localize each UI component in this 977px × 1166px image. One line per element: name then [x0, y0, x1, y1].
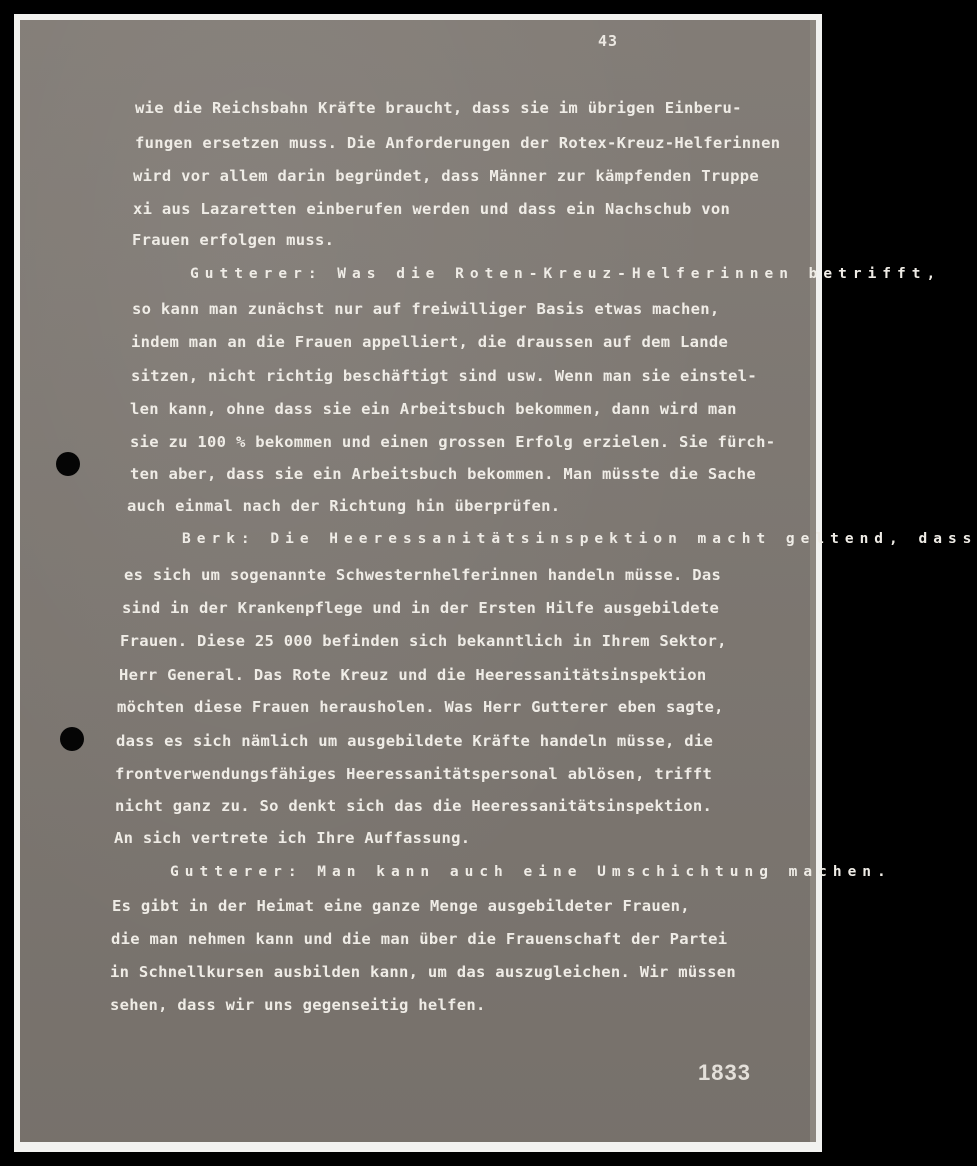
- page-number: 43: [598, 32, 619, 50]
- text-line: fungen ersetzen muss. Die Anforderungen der Rotex-Kreuz-Helferinnen: [135, 134, 781, 152]
- speaker-paragraph-line: Gutterer: Was die Roten-Kreuz-Helferinnen betrifft,: [190, 266, 942, 282]
- text-line: wird vor allem darin begründet, dass Männer zur kämpfenden Truppe: [133, 167, 760, 185]
- text-line: Frauen erfolgen muss.: [132, 231, 335, 249]
- text-line: auch einmal nach der Richtung hin überprüfen.: [127, 497, 561, 515]
- text-line: wie die Reichsbahn Kräfte braucht, dass sie im übrigen Einberu-: [135, 99, 742, 117]
- speaker-paragraph-line: Berk: Die Heeressanitätsinspektion macht geltend, dass: [182, 531, 977, 547]
- text-line: len kann, ohne dass sie ein Arbeitsbuch bekommen, dann wird man: [130, 400, 737, 418]
- punch-hole-upper: [56, 452, 80, 476]
- text-line: sie zu 100 % bekommen und einen grossen Erfolg erzielen. Sie fürch-: [130, 433, 776, 451]
- speaker-paragraph-line: Gutterer: Man kann auch eine Umschichtung machen.: [170, 864, 892, 880]
- text-line: xi aus Lazaretten einberufen werden und dass ein Nachschub von: [133, 200, 731, 218]
- text-line: nicht ganz zu. So denkt sich das die Heeressanitätsinspektion.: [115, 797, 713, 815]
- text-line: sehen, dass wir uns gegenseitig helfen.: [110, 996, 486, 1014]
- text-line: die man nehmen kann und die man über die Frauenschaft der Partei: [111, 930, 728, 948]
- text-line: An sich vertrete ich Ihre Auffassung.: [114, 829, 471, 847]
- text-line: sind in der Krankenpflege und in der Ersten Hilfe ausgebildete: [122, 599, 720, 617]
- text-line: so kann man zunächst nur auf freiwilliger Basis etwas machen,: [132, 300, 720, 318]
- text-line: in Schnellkursen ausbilden kann, um das auszugleichen. Wir müssen: [110, 963, 737, 981]
- page-edge: [810, 20, 816, 1142]
- text-line: sitzen, nicht richtig beschäftigt sind usw. Wenn man sie einstel-: [131, 367, 758, 385]
- text-line: es sich um sogenannte Schwesternhelferinnen handeln müsse. Das: [124, 566, 722, 584]
- text-line: Herr General. Das Rote Kreuz und die Heeressanitätsinspektion: [119, 666, 707, 684]
- text-line: dass es sich nämlich um ausgebildete Kräfte handeln müsse, die: [116, 732, 714, 750]
- text-line: ten aber, dass sie ein Arbeitsbuch bekommen. Man müsste die Sache: [130, 465, 757, 483]
- text-line: indem man an die Frauen appelliert, die draussen auf dem Lande: [131, 333, 729, 351]
- archive-stamp-number: 1833: [698, 1060, 751, 1085]
- text-line: Es gibt in der Heimat eine ganze Menge ausgebildeter Frauen,: [112, 897, 690, 915]
- text-line: Frauen. Diese 25 000 befinden sich bekanntlich in Ihrem Sektor,: [120, 632, 727, 650]
- text-line: frontverwendungsfähiges Heeressanitätspersonal ablösen, trifft: [115, 765, 713, 783]
- text-line: möchten diese Frauen herausholen. Was Herr Gutterer eben sagte,: [117, 698, 724, 716]
- punch-hole-lower: [60, 727, 84, 751]
